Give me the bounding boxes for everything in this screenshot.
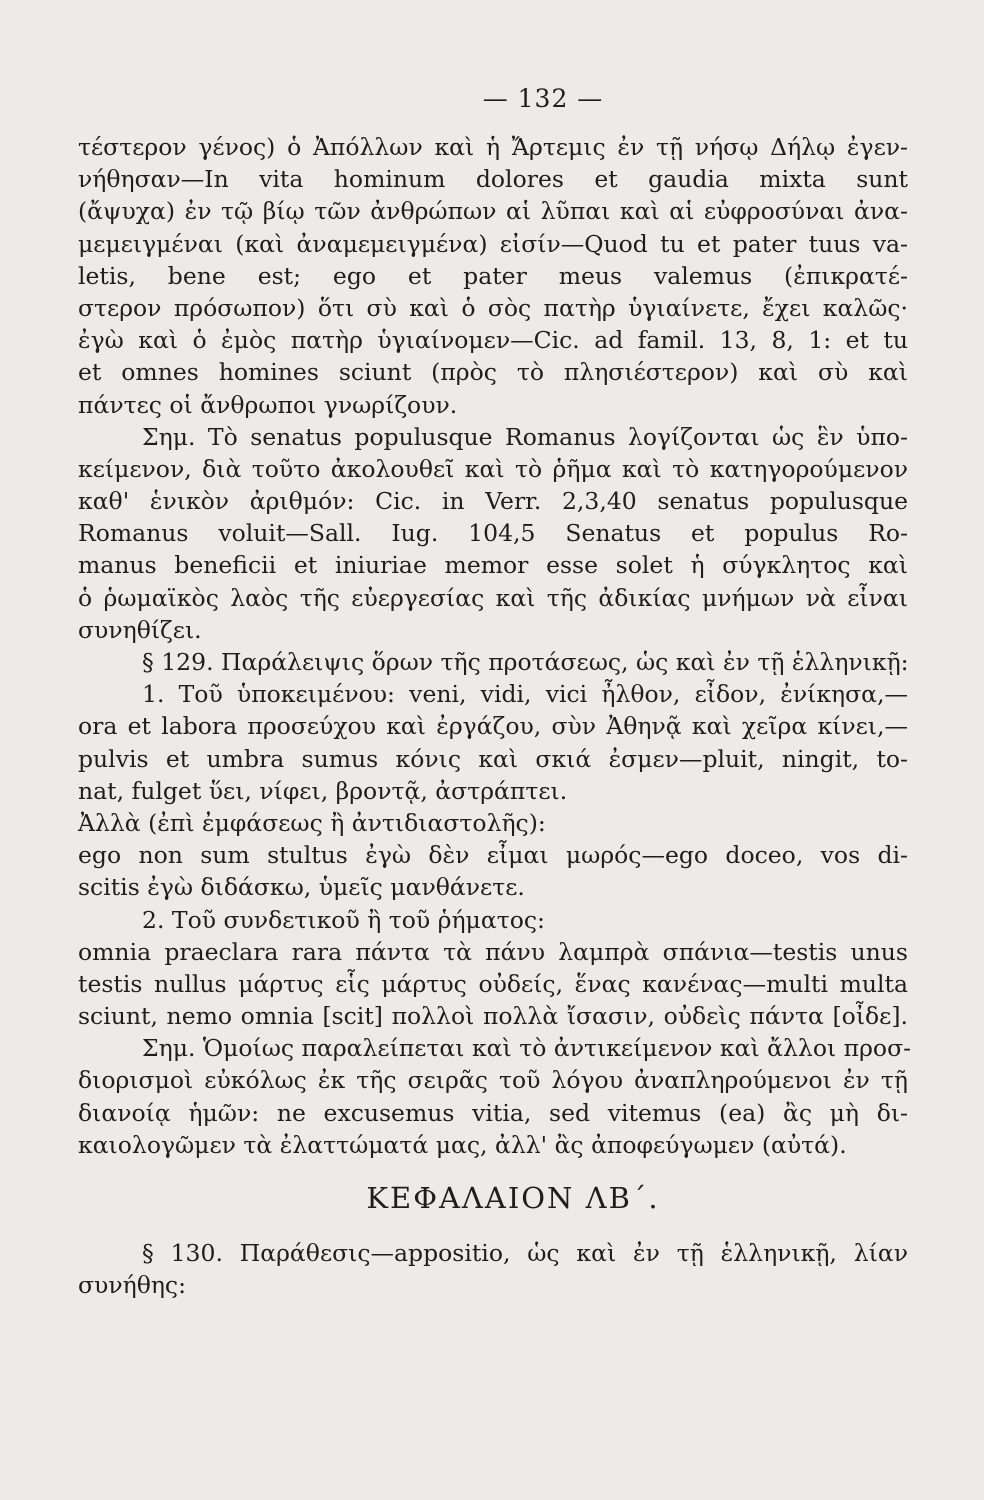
paragraph-note-senatus (78, 421, 908, 646)
section-heading: § 130. Παράθεσις—appositio, ὡς καὶ ἐν τῇ ἑλληνικῇ, λίαν (142, 1239, 908, 1267)
text-line: omnia praeclara rara πάντα τὰ πάνυ λαμπρὰ σπάνια—testis unus (78, 937, 908, 966)
text-line: manus beneficii et iniuriae memor esse solet ἡ σύγκλητος καὶ (78, 551, 908, 580)
text-line: μεμειγμέναι (καὶ ἀναμεμειγμένα) εἰσίν—Quod tu et pater tuus va- (78, 229, 908, 258)
text-line: νήθησαν—In vita hominum dolores et gaudia mixta sunt (78, 165, 908, 194)
section-130 (78, 1237, 908, 1301)
paragraph-examples (78, 131, 908, 421)
section-129 (78, 646, 912, 1161)
section-heading: § 129. Παράλειψις ὅρων τῆς προτάσεως, ὡς καὶ ἐν τῇ ἑλληνικῇ: (142, 648, 909, 676)
text-line: Ἀλλὰ (ἐπὶ ἐμφάσεως ἢ ἀντιδιαστολῆς): (78, 808, 546, 837)
text-line: Romanus voluit—Sall. Iug. 104,5 Senatus et populus Ro- (78, 519, 908, 548)
text-line: nat, fulget ὕει, νίφει, βροντᾷ, ἀστράπτει. (78, 776, 568, 805)
text-line: testis nullus μάρτυς εἷς μάρτυς οὐδείς, ἕνας κανένας—multi multa (78, 969, 908, 998)
text-line: καιολογῶμεν τὰ ἐλαττώματά μας, ἀλλ' ἂς ἀποφεύγωμεν (αὐτά). (78, 1130, 847, 1159)
text-line: κείμενον, διὰ τοῦτο ἀκολουθεῖ καὶ τὸ ῥῆμα καὶ τὸ κατηγορούμενον (78, 454, 908, 483)
text-line: letis, bene est; ego et pater meus valemus (ἐπικρατέ- (78, 261, 908, 290)
text-line: Σημ. Ὁμοίως παραλείπεται καὶ τὸ ἀντικείμενον καὶ ἄλλοι προσ- (142, 1034, 912, 1063)
text-line: pulvis et umbra sumus κόνις καὶ σκιά ἐσμεν—pluit, ningit, to- (78, 744, 908, 773)
text-line: ego non sum stultus ἐγὼ δὲν εἶμαι μωρός—ego doceo, vos di- (78, 841, 908, 870)
text-line: καθ' ἑνικὸν ἀριθμόν: Cic. in Verr. 2,3,40 senatus populusque (78, 487, 908, 516)
text-line: sciunt, nemo omnia [scit] πολλοὶ πολλὰ ἴσασιν, οὐδεὶς πάντα [οἶδε]. (78, 1002, 908, 1031)
text-line: (ἄψυχα) ἐν τῷ βίῳ τῶν ἀνθρώπων αἱ λῦπαι καὶ αἱ εὐφροσύναι ἀνα- (78, 197, 908, 226)
text-line: ἐγὼ καὶ ὁ ἐμὸς πατὴρ ὑγιαίνομεν—Cic. ad famil. 13, 8, 1: et tu (78, 326, 908, 355)
text-line: διανοίᾳ ἡμῶν: ne excusemus vitia, sed vitemus (ea) ἂς μὴ δι- (78, 1098, 908, 1127)
text-line: et omnes homines sciunt (πρὸς τὸ πλησιέστερον) καὶ σὺ καὶ (78, 358, 908, 387)
subsection-heading: 2. Τοῦ συνδετικοῦ ἢ τοῦ ῥήματος: (142, 905, 545, 934)
text-line: scitis ἐγὼ διδάσκω, ὑμεῖς μανθάνετε. (78, 873, 525, 902)
text-line: Σημ. Τὸ senatus populusque Romanus λογίζονται ὡς ἓν ὑπο- (142, 422, 908, 451)
page-number: — 132 — (482, 84, 604, 113)
book-page (78, 84, 912, 1414)
text-line: 1. Τοῦ ὑποκειμένου: veni, vidi, vici ἦλθον, εἶδον, ἐνίκησα,— (142, 680, 908, 709)
text-line: ora et labora προσεύχου καὶ ἐργάζου, σὺν Ἀθηνᾷ καὶ χεῖρα κίνει,— (78, 712, 908, 741)
text-line: πάντες οἱ ἄνθρωποι γνωρίζουν. (78, 390, 458, 419)
text-line: συνηθίζει. (78, 615, 202, 644)
text-line: ὁ ῥωμαϊκὸς λαὸς τῆς εὐεργεσίας καὶ τῆς ἀδικίας μνήμων νὰ εἶναι (78, 583, 908, 612)
chapter-heading: ΚΕΦΑΛΑΙΟΝ ΛΒ΄. (366, 1181, 660, 1215)
text-line: τέστερον γένος) ὁ Ἀπόλλων καὶ ἡ Ἄρτεμις ἐν τῇ νήσῳ Δήλῳ ἐγεν- (78, 133, 908, 161)
text-line: στερον πρόσωπον) ὅτι σὺ καὶ ὁ σὸς πατὴρ ὑγιαίνετε, ἔχει καλῶς· (78, 293, 908, 322)
text-line: συνήθης: (78, 1271, 186, 1300)
text-line: διορισμοὶ εὐκόλως ἐκ τῆς σειρᾶς τοῦ λόγου ἀναπληρούμενοι ἐν τῇ (78, 1066, 908, 1095)
